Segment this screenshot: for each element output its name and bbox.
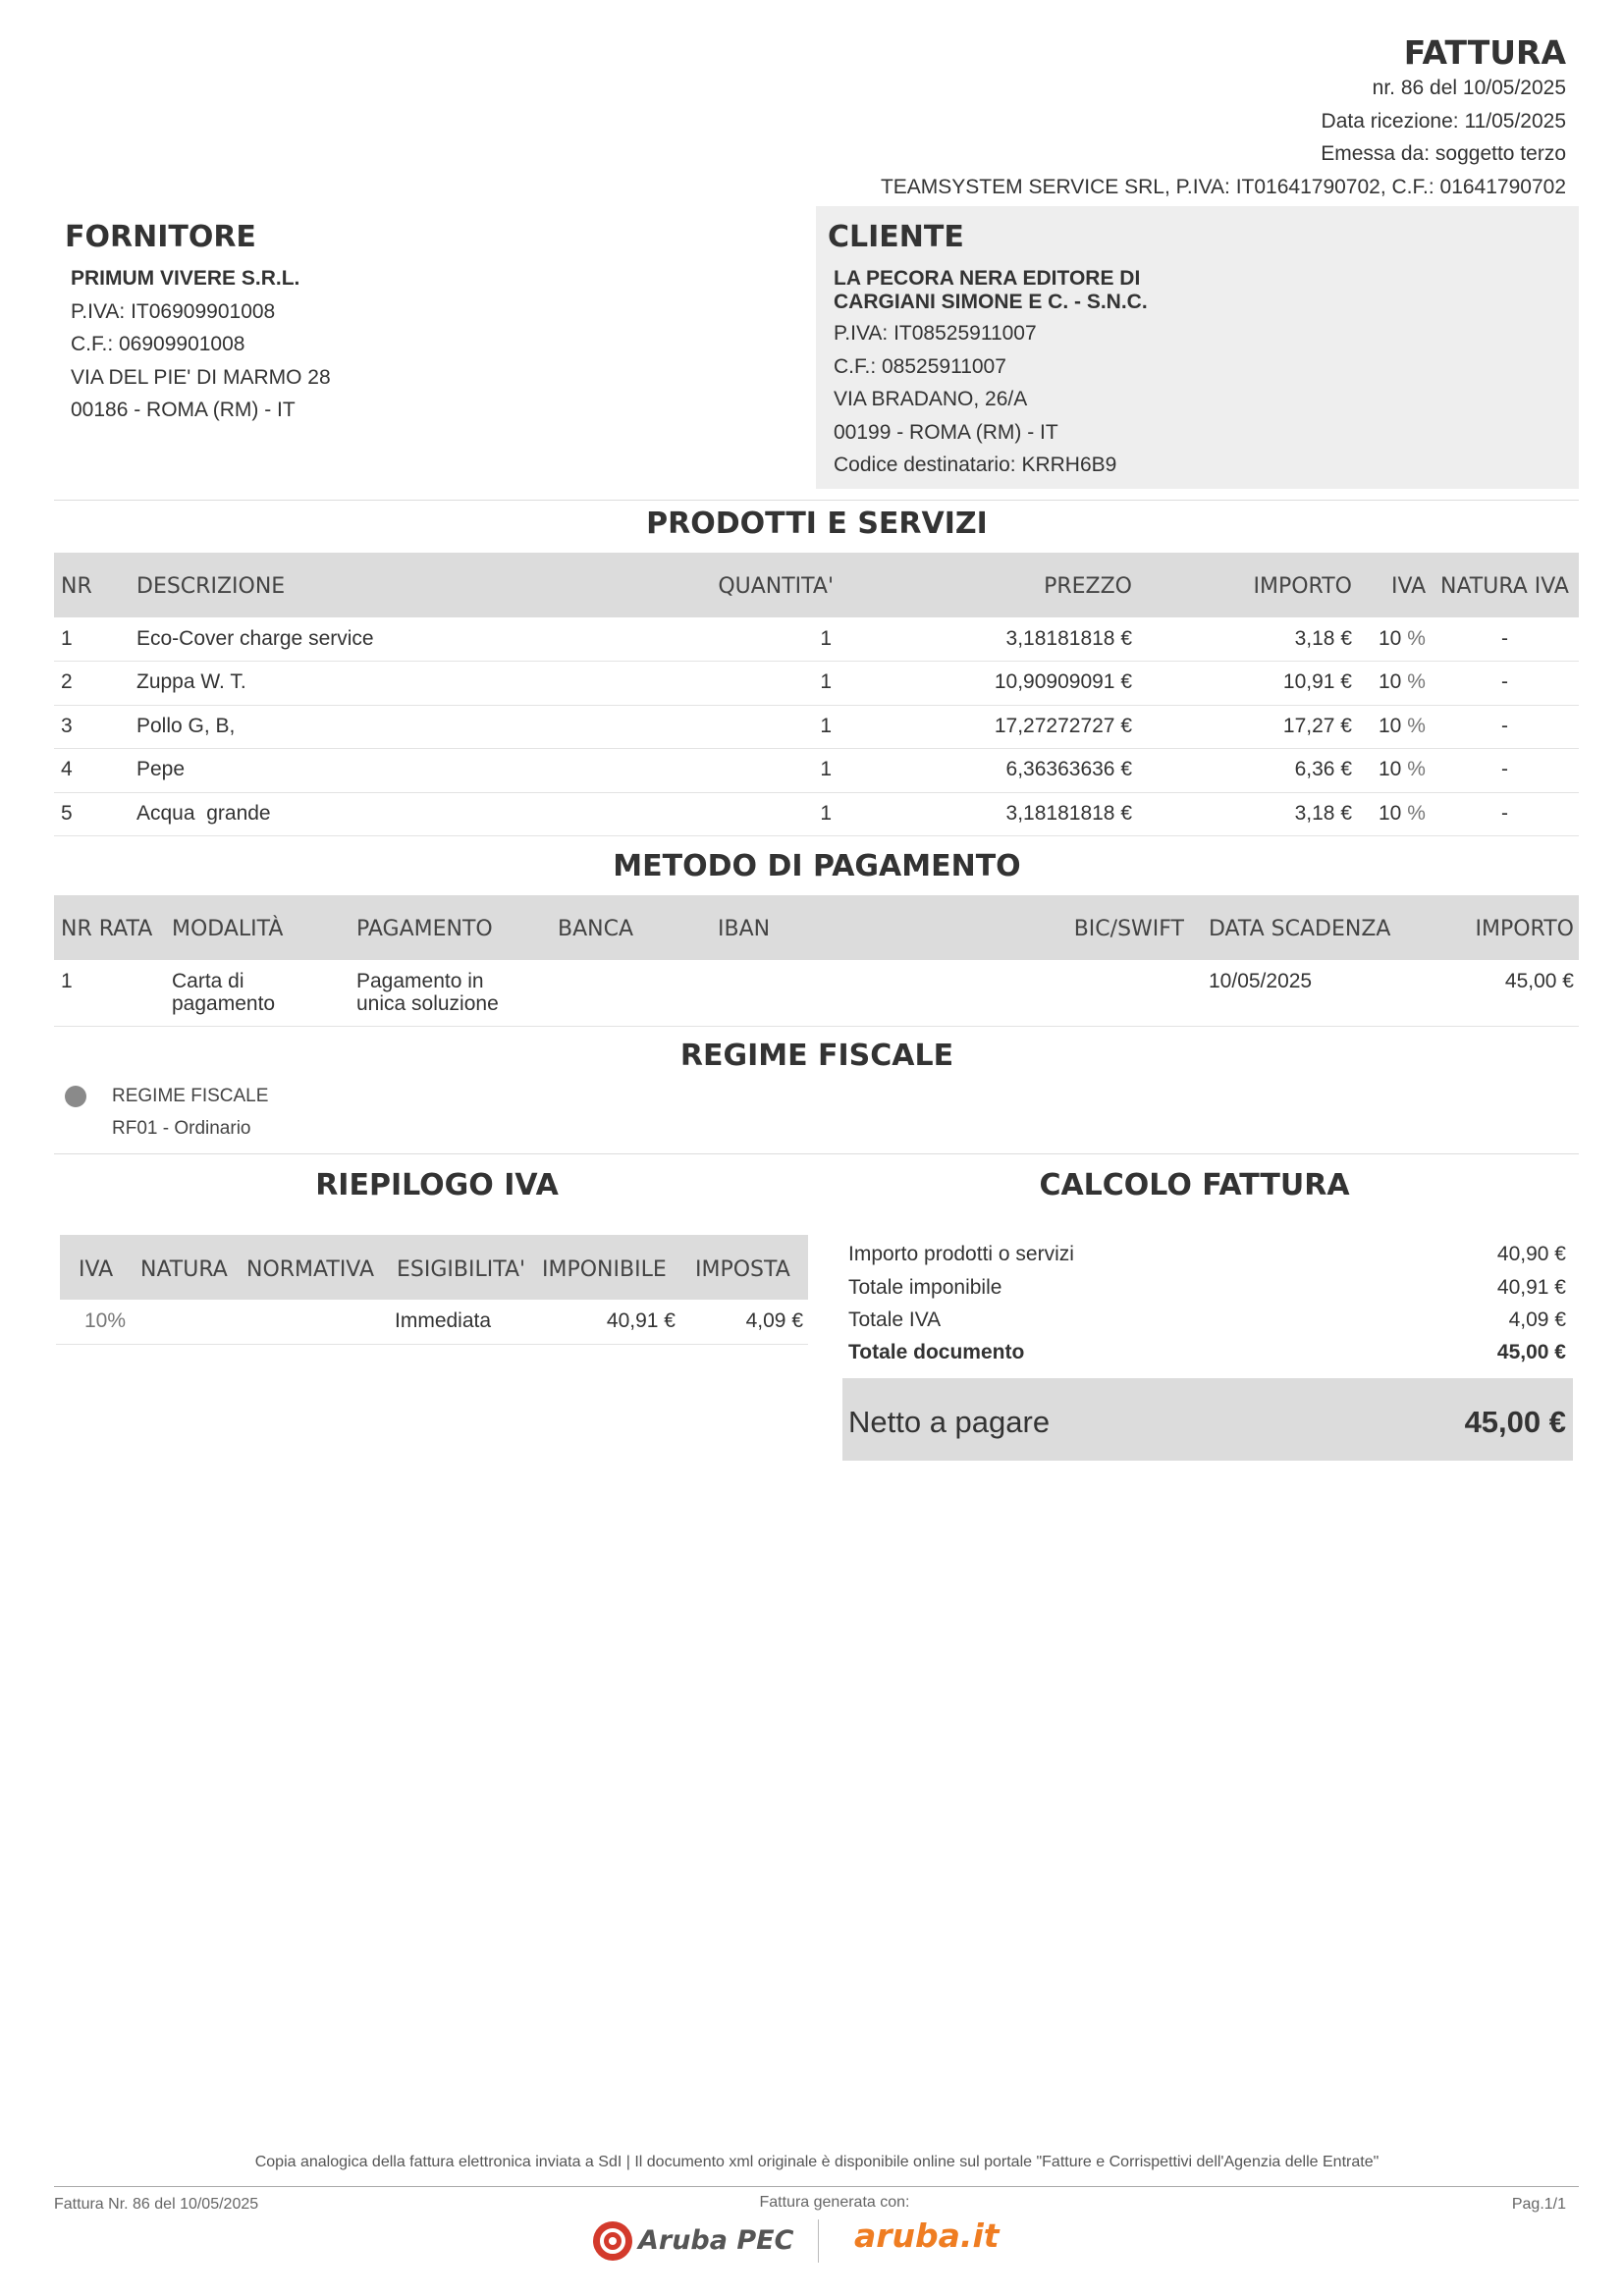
- col-nr-rata: NR RATA: [61, 917, 153, 941]
- intermediary: TEAMSYSTEM SERVICE SRL, P.IVA: IT01641790702, C.F.: 01641790702: [880, 176, 1566, 198]
- customer-city: 00199 - ROMA (RM) - IT: [834, 421, 1058, 444]
- fiscal-heading: REGIME FISCALE: [679, 1039, 954, 1073]
- divider: [54, 1153, 1579, 1154]
- customer-heading: CLIENTE: [828, 220, 964, 254]
- row-prezzo: 3,18181818 €: [1005, 627, 1132, 650]
- col-quantita: QUANTITA': [718, 574, 834, 599]
- divider: [54, 500, 1579, 501]
- col-vat-normativa: NORMATIVA: [246, 1257, 375, 1282]
- fiscal-value: RF01 - Ordinario: [112, 1118, 251, 1139]
- row-nr: 4: [61, 758, 73, 780]
- row-prezzo: 3,18181818 €: [1005, 802, 1132, 825]
- row-nr: 1: [61, 627, 73, 650]
- col-descrizione: DESCRIZIONE: [136, 574, 286, 599]
- row-prezzo: 6,36363636 €: [1005, 758, 1132, 780]
- row-importo: 6,36 €: [1294, 758, 1352, 780]
- fiscal-label: REGIME FISCALE: [112, 1086, 269, 1106]
- logo-separator: [818, 2219, 819, 2263]
- footer-generated-with: Fattura generata con:: [759, 2194, 910, 2211]
- col-bic: BIC/SWIFT: [1073, 917, 1184, 941]
- col-pagamento: PAGAMENTO: [356, 917, 493, 941]
- customer-address: VIA BRADANO, 26/A: [834, 388, 1028, 410]
- received-date: Data ricezione: 11/05/2025: [1321, 110, 1566, 133]
- row-quantita: 1: [820, 758, 832, 780]
- footer-page: Pag.1/1: [1511, 2196, 1566, 2213]
- payment-modalita-line1: Carta di: [172, 970, 244, 992]
- row-divider: [54, 661, 1579, 662]
- row-descrizione: Zuppa W. T.: [136, 670, 246, 693]
- supplier-piva: P.IVA: IT06909901008: [71, 300, 276, 323]
- col-modalita: MODALITÀ: [172, 917, 284, 941]
- customer-name-line1: LA PECORA NERA EDITORE DI: [834, 267, 1141, 290]
- footer-invoice-ref: Fattura Nr. 86 del 10/05/2025: [54, 2196, 259, 2213]
- col-data-scadenza: DATA SCADENZA: [1209, 917, 1391, 941]
- col-importo-pagamento: IMPORTO: [1475, 917, 1574, 941]
- supplier-cf: C.F.: 06909901008: [71, 333, 245, 355]
- row-quantita: 1: [820, 802, 832, 825]
- vat-row-iva: 10%: [84, 1309, 127, 1332]
- vat-summary-heading: RIEPILOGO IVA: [315, 1168, 559, 1202]
- supplier-name: PRIMUM VIVERE S.R.L.: [71, 267, 300, 290]
- row-natura: -: [1501, 758, 1508, 780]
- row-natura: -: [1501, 670, 1508, 693]
- products-heading: PRODOTTI E SERVIZI: [646, 507, 988, 541]
- col-vat-imposta: IMPOSTA: [695, 1257, 790, 1282]
- customer-name-line2: CARGIANI SIMONE E C. - S.N.C.: [834, 291, 1148, 313]
- col-prezzo: PREZZO: [1044, 574, 1132, 599]
- customer-recipient-code: Codice destinatario: KRRH6B9: [834, 454, 1117, 476]
- col-iban: IBAN: [718, 917, 771, 941]
- net-to-pay-label: Netto a pagare: [848, 1405, 1051, 1439]
- calc-value-total: 45,00 €: [1496, 1341, 1566, 1363]
- row-natura: -: [1501, 627, 1508, 650]
- row-nr: 5: [61, 802, 73, 825]
- row-iva: 10 %: [1379, 715, 1426, 737]
- row-divider: [54, 792, 1579, 793]
- calc-value: 40,91 €: [1496, 1276, 1566, 1299]
- payment-importo: 45,00 €: [1504, 970, 1574, 992]
- calc-value: 40,90 €: [1496, 1243, 1566, 1265]
- col-vat-iva: IVA: [79, 1257, 114, 1282]
- row-divider: [54, 705, 1579, 706]
- row-divider: [56, 1344, 808, 1345]
- payment-pagamento-line1: Pagamento in: [356, 970, 484, 992]
- row-descrizione: Pepe: [136, 758, 186, 780]
- col-iva: IVA: [1391, 574, 1427, 599]
- row-iva: 10 %: [1379, 627, 1426, 650]
- row-nr: 3: [61, 715, 73, 737]
- footer-disclaimer: Copia analogica della fattura elettronica inviata a SdI | Il documento xml originale è disponibile online sul portale "Fatture e Corrispettivi dell'Agenzia delle Entrate": [254, 2154, 1380, 2170]
- row-iva: 10 %: [1379, 670, 1426, 693]
- row-iva: 10 %: [1379, 802, 1426, 825]
- calc-label: Importo prodotti o servizi: [848, 1243, 1074, 1265]
- customer-cf: C.F.: 08525911007: [834, 355, 1006, 378]
- calc-value: 4,09 €: [1508, 1308, 1566, 1331]
- row-importo: 10,91 €: [1282, 670, 1352, 693]
- footer-divider: [54, 2186, 1579, 2187]
- payment-nr-rata: 1: [61, 970, 73, 992]
- row-descrizione: Eco-Cover charge service: [136, 627, 374, 650]
- vat-row-imposta: 4,09 €: [745, 1309, 803, 1332]
- col-banca: BANCA: [558, 917, 634, 941]
- row-prezzo: 10,90909091 €: [994, 670, 1132, 693]
- aruba-pec-mark-icon: [591, 2219, 634, 2263]
- payment-scadenza: 10/05/2025: [1209, 970, 1313, 992]
- aruba-pec-logo-text: Aruba PEC: [638, 2225, 794, 2256]
- net-to-pay-value: 45,00 €: [1464, 1405, 1566, 1439]
- row-divider: [54, 835, 1579, 836]
- invoice-number: nr. 86 del 10/05/2025: [1372, 77, 1566, 99]
- issued-by: Emessa da: soggetto terzo: [1321, 142, 1566, 165]
- calc-label-total: Totale documento: [848, 1341, 1025, 1363]
- payment-heading: METODO DI PAGAMENTO: [613, 849, 1021, 883]
- calc-label: Totale imponibile: [848, 1276, 1002, 1299]
- row-quantita: 1: [820, 715, 832, 737]
- row-descrizione: Pollo G, B,: [136, 715, 236, 737]
- row-quantita: 1: [820, 627, 832, 650]
- customer-piva: P.IVA: IT08525911007: [834, 322, 1037, 345]
- calc-label: Totale IVA: [848, 1308, 942, 1331]
- aruba-it-logo: aruba.it: [854, 2216, 1000, 2255]
- row-quantita: 1: [820, 670, 832, 693]
- col-vat-imponibile: IMPONIBILE: [542, 1257, 667, 1282]
- row-importo: 17,27 €: [1282, 715, 1352, 737]
- col-nr: NR: [61, 574, 92, 599]
- vat-row-esigibilita: Immediata: [395, 1309, 492, 1332]
- col-importo: IMPORTO: [1253, 574, 1352, 599]
- col-natura-iva: NATURA IVA: [1440, 574, 1569, 599]
- row-natura: -: [1501, 715, 1508, 737]
- row-prezzo: 17,27272727 €: [994, 715, 1132, 737]
- supplier-city: 00186 - ROMA (RM) - IT: [71, 399, 296, 421]
- supplier-heading: FORNITORE: [65, 220, 256, 254]
- supplier-address: VIA DEL PIE' DI MARMO 28: [71, 366, 331, 389]
- row-iva: 10 %: [1379, 758, 1426, 780]
- row-divider: [54, 1026, 1579, 1027]
- payment-modalita-line2: pagamento: [172, 992, 276, 1015]
- row-descrizione: Acqua grande: [136, 802, 271, 825]
- row-natura: -: [1501, 802, 1508, 825]
- payment-pagamento-line2: unica soluzione: [356, 992, 499, 1015]
- row-importo: 3,18 €: [1294, 802, 1352, 825]
- row-nr: 2: [61, 670, 73, 693]
- fiscal-bullet-icon: [65, 1086, 86, 1107]
- col-vat-esigibilita: ESIGIBILITA': [397, 1257, 526, 1282]
- col-vat-natura: NATURA: [140, 1257, 228, 1282]
- vat-row-imponibile: 40,91 €: [606, 1309, 676, 1332]
- row-importo: 3,18 €: [1294, 627, 1352, 650]
- document-title: FATTURA: [1403, 33, 1566, 72]
- row-divider: [54, 748, 1579, 749]
- calc-heading: CALCOLO FATTURA: [1039, 1168, 1350, 1202]
